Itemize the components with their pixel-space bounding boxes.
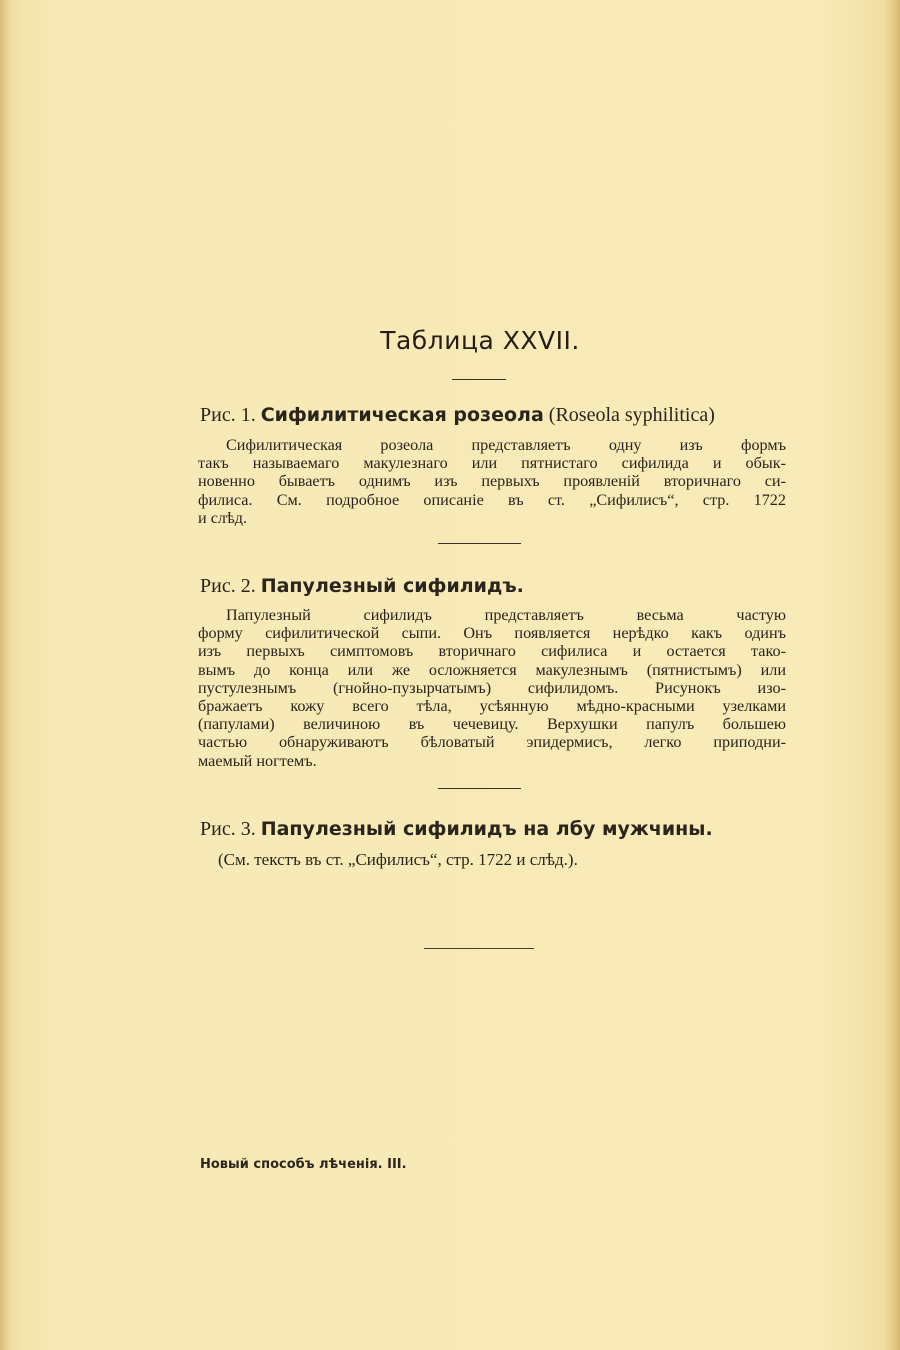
fig1-description (198, 436, 786, 527)
fig2-line: (папулами) величиною въ чечевицу. Верхушки папулъ большею (198, 715, 786, 734)
fig3-number: Рис. 3. (200, 818, 256, 840)
fig3-heading (200, 818, 713, 841)
fig3-reference: (См. текстъ въ ст. „Сифилисъ“, стр. 1722 и слѣд.). (218, 850, 578, 869)
page-footer: Новый способъ лѣченія. III. (200, 1157, 407, 1172)
fig1-latin: (Roseola syphilitica) (548, 404, 715, 426)
fig1-title: Сифилитическая розеола (260, 404, 544, 426)
fig1-divider (438, 543, 521, 544)
fig1-line: филиса. См. подробное описаніе въ ст. „Сифилисъ“, стр. 1722 (198, 490, 786, 509)
fig2-line: бражаетъ кожу всего тѣла, усѣянную мѣдно-красными узелками (198, 697, 786, 716)
fig1-heading (200, 404, 715, 427)
fig2-title: Папулезный сифилидъ. (260, 575, 524, 597)
fig2-line: вымъ до конца или же осложняется макулезнымъ (пятнистымъ) или (198, 660, 786, 679)
fig1-line: и слѣд. (198, 508, 248, 527)
title-divider (452, 379, 506, 380)
page-right-edge (882, 0, 900, 1350)
fig1-line: новенно бываетъ однимъ изъ первыхъ проявленій вторичнаго си- (198, 472, 786, 491)
fig2-heading (200, 575, 524, 598)
fig2-line: Папулезный сифилидъ представляетъ весьма частую (226, 606, 786, 624)
fig2-line: пустулезнымъ (гнойно-пузырчатымъ) сифилидомъ. Рисунокъ изо- (198, 678, 786, 697)
page-title: Таблица XXVII. (380, 326, 580, 355)
fig3-divider (424, 948, 534, 949)
page-left-edge (0, 0, 10, 1350)
fig2-description (198, 606, 786, 770)
fig2-line: маемый ногтемъ. (198, 751, 317, 770)
fig2-line: форму сифилитической сыпи. Онъ появляется нерѣдко какъ одинъ (198, 624, 786, 643)
fig2-divider (438, 788, 521, 789)
fig2-line: изъ первыхъ симптомовъ вторичнаго сифилиса и остается тако- (198, 642, 786, 661)
fig3-title: Папулезный сифилидъ на лбу мужчины. (260, 818, 713, 840)
fig2-number: Рис. 2. (200, 575, 256, 597)
fig2-line: частью обнаруживаютъ бѣловатый эпидермисъ, легко приподни- (198, 733, 786, 752)
fig1-line: такъ называемаго макулезнаго или пятнистаго сифилида и обык- (198, 454, 786, 473)
fig1-line: Сифилитическая розеола представляетъ одну изъ формъ (226, 436, 786, 454)
fig1-number: Рис. 1. (200, 404, 256, 426)
